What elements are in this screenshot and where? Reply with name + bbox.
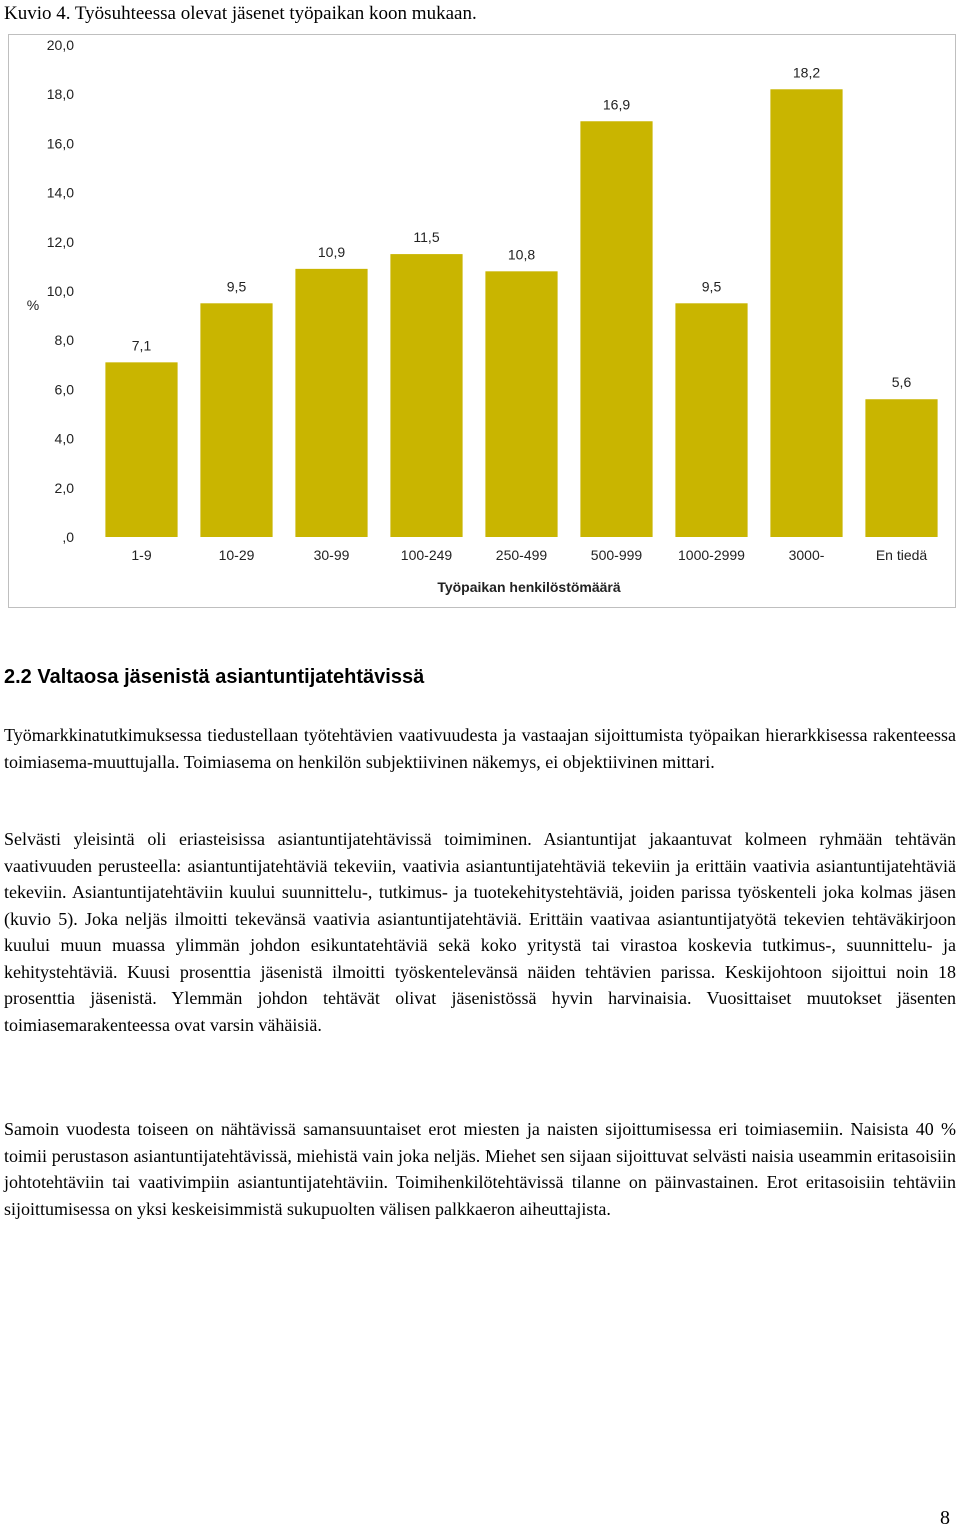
y-tick-label: 6,0 — [54, 381, 74, 398]
data-label: 10,9 — [317, 243, 346, 260]
x-tick-label: 1-9 — [131, 547, 152, 563]
bar-series — [105, 89, 937, 537]
y-axis-title: % — [26, 297, 40, 313]
data-label: 9,5 — [701, 278, 722, 295]
y-tick-label: 12,0 — [46, 233, 74, 250]
x-tick-label: 30-99 — [313, 547, 350, 563]
paragraph-3: Samoin vuodesta toiseen on nähtävissä samansuuntaiset erot miesten ja naisten sijoittumisessa eri toimiasemiin. Naisista 40 % toimii perustason asiantuntijatehtävissä, miehistä vain joka neljäs. Miehet sen sijaan sijoittuvat selvästi naisia useammin eritasoisiin johtotehtäviin tai vaativimpiin asiantuntijatehtäviin. Toimihenkilötehtävissä tilanne on päinvastainen. Erot eritasoisiin tehtäviin sijoittumisessa on yksi keskeisimmistä sukupuolten välisen palkkaeron aiheuttajista. — [4, 1119, 956, 1219]
data-label: 16,9 — [602, 96, 631, 113]
y-tick-label: 4,0 — [54, 430, 74, 447]
bar — [295, 269, 367, 537]
y-tick-label: 20,0 — [46, 37, 74, 53]
y-tick-label: 16,0 — [46, 135, 74, 152]
data-label: 11,5 — [413, 229, 440, 246]
chart-canvas — [9, 35, 955, 607]
x-axis-tick-labels — [131, 547, 927, 563]
bar — [390, 254, 462, 537]
paragraph-2: Selvästi yleisintä oli eriasteisissa asiantuntijatehtävissä toimiminen. Asiantuntijat jakaantuvat kolmeen ryhmään tehtävän vaativuuden perusteella: asiantuntijatehtäviä tekeviin, vaativia asiantuntijatehtäviä tekeviin ja erittäin vaativia asiantuntijatehtäviä tekeviin. Asiantuntijatehtäviin kuului suunnittelu-, tutkimus- ja tuotekehitystehtäviä, joiden parissa työskenteli joka kolmas jäsen (kuvio 5). Joka neljäs ilmoitti tekevänsä vaativia asiantuntijatehtäviä. Erittäin vaativaa asiantuntijatyötä tekevien tehtäväkirjoon kuului muun muassa ylimmän johdon esikuntatehtäviä sekä koko yritystä tai virastoa koskevia tutkimus-, suunnittelu- ja kehitystehtäviä. Kuusi prosenttia jäsenistä ilmoitti työskentelevänsä näiden tehtävien parissa. Keskijohtoon sijoittui noin 18 prosenttia jäsenistä. Ylemmän johdon tehtävät olivat jäsenistössä hyvin harvinaisia. Vuosittaiset muutokset jäsenten toimiasemarakenteessa ovat varsin vähäisiä. — [4, 829, 956, 1035]
y-tick-label: 10,0 — [46, 283, 74, 299]
bar — [105, 362, 177, 537]
section-heading: 2.2 Valtaosa jäsenistä asiantuntijatehtävissä — [4, 666, 425, 688]
data-label: 18,2 — [792, 64, 821, 81]
paragraph-1: Työmarkkinatutkimuksessa tiedustellaan työtehtävien vaativuudesta ja vastaajan sijoittumista työpaikan hierarkkisessa rakenteessa toimiasema-muuttujalla. Toimiasema on henkilön subjektiivinen näkemys, ei objektiivinen mittari. — [4, 725, 956, 772]
page-number: 8 — [940, 1507, 950, 1529]
bar — [200, 303, 272, 537]
y-axis-tick-labels — [47, 37, 74, 545]
x-tick-label: 10-29 — [218, 547, 255, 563]
x-tick-label: 1000-2999 — [678, 547, 745, 563]
y-tick-label: 8,0 — [54, 332, 74, 349]
bar — [580, 121, 652, 537]
bar-chart — [8, 34, 956, 608]
bar — [675, 303, 747, 537]
x-tick-label: 500-999 — [590, 547, 643, 563]
y-tick-label: 14,0 — [46, 184, 74, 201]
bar — [770, 89, 842, 537]
bar — [865, 399, 937, 537]
data-label: 10,8 — [507, 246, 536, 263]
data-label: 9,5 — [226, 278, 247, 295]
y-tick-label: ,0 — [62, 529, 74, 545]
figure-caption: Kuvio 4. Työsuhteessa olevat jäsenet työpaikan koon mukaan. — [4, 3, 477, 24]
y-tick-label: 2,0 — [54, 479, 74, 496]
x-tick-label: 3000- — [788, 547, 825, 563]
x-tick-label: 100-249 — [400, 547, 453, 563]
data-label: 7,1 — [131, 337, 152, 354]
x-tick-label: En tiedä — [875, 547, 928, 563]
data-label: 5,6 — [891, 374, 912, 391]
x-tick-label: 250-499 — [495, 547, 548, 563]
x-axis-title: Työpaikan henkilöstömäärä — [437, 579, 621, 595]
y-tick-label: 18,0 — [46, 86, 74, 103]
bar — [485, 271, 557, 537]
